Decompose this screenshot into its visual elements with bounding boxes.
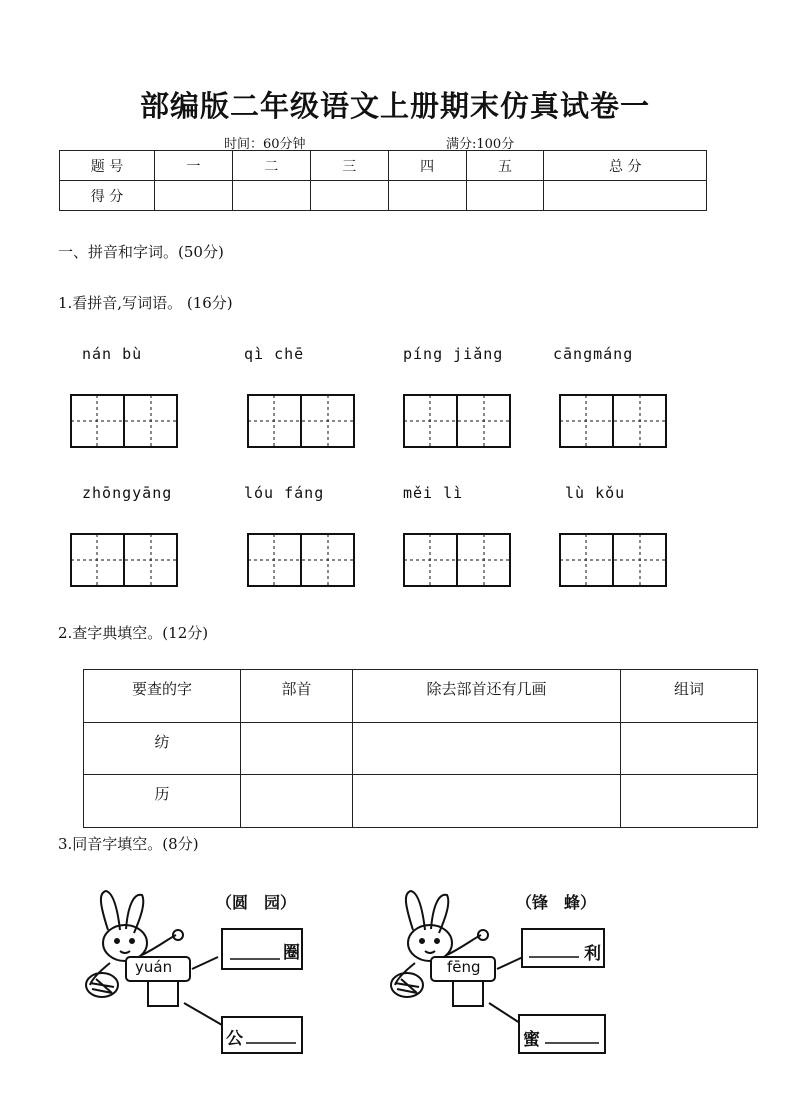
score-input-cell[interactable]: [466, 181, 544, 211]
writing-grid[interactable]: [559, 394, 667, 452]
box-char: 利: [584, 944, 601, 964]
answer-cell[interactable]: [621, 775, 758, 828]
choices-label: （圆 园）: [216, 893, 297, 912]
writing-grid[interactable]: [247, 533, 355, 591]
score-input-cell[interactable]: [232, 181, 310, 211]
box-char: 圈: [283, 943, 300, 963]
score-row-label: 得 分: [60, 181, 155, 211]
dictionary-header-row: [84, 670, 758, 723]
dictionary-header-cell: 要查的字: [84, 670, 241, 723]
dictionary-table: [83, 669, 758, 828]
answer-cell[interactable]: [353, 723, 621, 775]
score-header-cell: 总 分: [544, 151, 707, 181]
pinyin-badge: yuán: [135, 958, 173, 976]
score-header-cell: 四: [388, 151, 466, 181]
answer-cell[interactable]: [241, 775, 353, 828]
dictionary-header-cell: 部首: [241, 670, 353, 723]
pinyin-label: nán bù: [82, 345, 143, 363]
full-score-label: 满分:100分: [446, 137, 515, 152]
q3-title: 3.同音字填空。(8分): [58, 835, 199, 853]
rabbit-illustration: [80, 885, 320, 1055]
pinyin-label: lóu fáng: [244, 484, 325, 502]
pinyin-badge: fēng: [447, 958, 481, 976]
score-input-cell[interactable]: [310, 181, 388, 211]
answer-cell[interactable]: [353, 775, 621, 828]
pinyin-label: qì chē: [244, 345, 305, 363]
dictionary-header-cell: 组词: [621, 670, 758, 723]
pinyin-label: píng jiǎng: [403, 345, 504, 363]
score-input-cell[interactable]: [388, 181, 466, 211]
score-input-cell[interactable]: [544, 181, 707, 211]
writing-grid[interactable]: [403, 394, 511, 452]
writing-grid[interactable]: [70, 533, 178, 591]
dictionary-header-cell: 除去部首还有几画: [353, 670, 621, 723]
q2-title: 2.查字典填空。(12分): [58, 624, 209, 642]
pinyin-label: lù kǒu: [565, 484, 626, 502]
score-header-cell: 五: [466, 151, 544, 181]
pinyin-label: měi lì: [403, 484, 464, 502]
writing-grid[interactable]: [70, 394, 178, 452]
dictionary-row: [84, 775, 758, 828]
box-char: 蜜: [523, 1030, 540, 1050]
dictionary-char: 历: [84, 775, 241, 828]
answer-cell[interactable]: [241, 723, 353, 775]
score-header-cell: 题 号: [60, 151, 155, 181]
score-header-cell: 二: [232, 151, 310, 181]
dictionary-char: 纺: [84, 723, 241, 775]
dictionary-row: [84, 723, 758, 775]
rabbit-illustration: [385, 885, 625, 1055]
score-value-row: [60, 181, 707, 211]
writing-grid[interactable]: [559, 533, 667, 591]
writing-grid[interactable]: [247, 394, 355, 452]
score-header-cell: 一: [155, 151, 233, 181]
choices-label: （锋 蜂）: [516, 893, 597, 912]
pinyin-label: cāngmáng: [553, 345, 634, 363]
writing-grid[interactable]: [403, 533, 511, 591]
box-char: 公: [226, 1029, 243, 1049]
score-input-cell[interactable]: [155, 181, 233, 211]
time-label: 时间：60分钟: [224, 137, 306, 152]
score-table: [59, 150, 707, 211]
section1-title: 一、拼音和字词。(50分): [58, 243, 224, 261]
score-header-cell: 三: [310, 151, 388, 181]
page-title: 部编版二年级语文上册期末仿真试卷一: [139, 89, 650, 123]
q1-title: 1.看拼音,写词语。 (16分): [58, 294, 233, 312]
score-header-row: [60, 151, 707, 181]
pinyin-label: zhōngyāng: [82, 484, 173, 502]
answer-cell[interactable]: [621, 723, 758, 775]
